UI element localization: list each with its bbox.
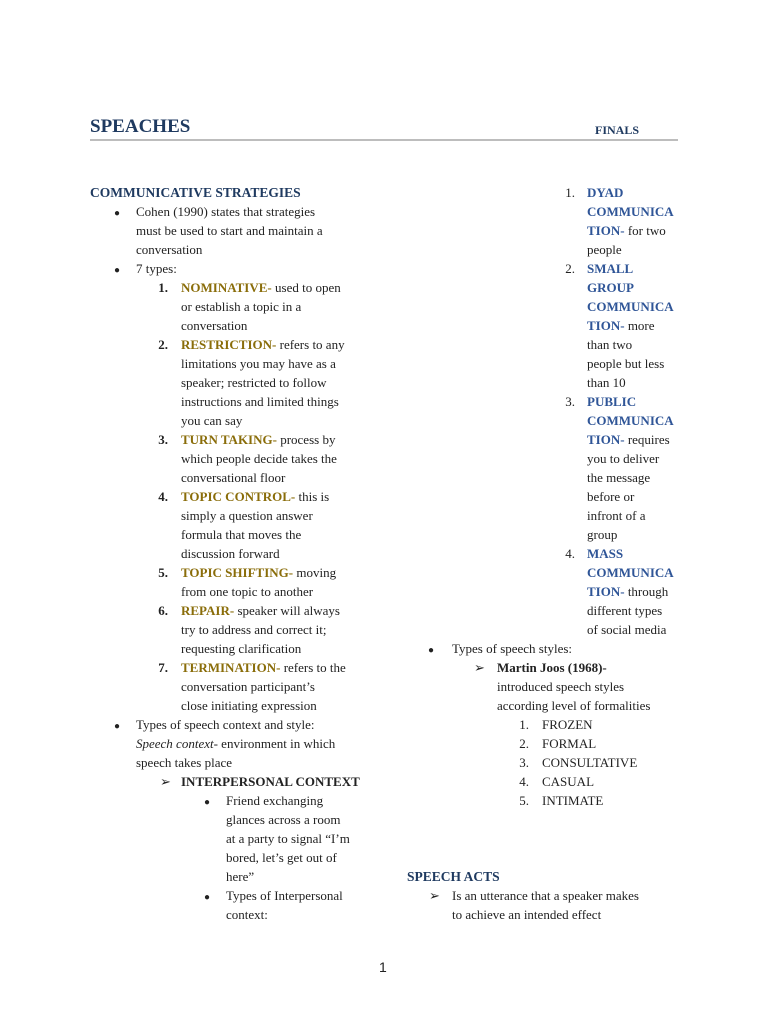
strategy-text: conversation participant’s (181, 679, 315, 694)
strategy-item (181, 487, 329, 506)
communication-type-text: requires (624, 432, 670, 447)
sub-bullet-text: context: (226, 907, 268, 922)
sub-bullet-text: Friend exchanging (226, 793, 324, 808)
speech-style-item: FORMAL (542, 736, 597, 751)
arrow-bullet: ➢ (474, 660, 485, 675)
communication-type-term: TION- (587, 223, 625, 238)
strategy-term: NOMINATIVE- (181, 280, 272, 295)
speech-acts-text: to achieve an intended effect (452, 907, 602, 922)
communication-type-text: the message (587, 470, 651, 485)
header-divider (90, 139, 678, 141)
bullet-text: 7 types: (136, 261, 177, 276)
speech-context-term: Speech context (136, 736, 214, 751)
strategy-item (181, 278, 341, 297)
strategy-term: TOPIC CONTROL- (181, 489, 296, 504)
sub-bullet-text: bored, let’s get out of (226, 850, 337, 865)
communication-type-text: people (587, 242, 622, 257)
strategy-text: limitations you may have as a (181, 356, 336, 371)
communication-type-text: of social media (587, 622, 667, 637)
communication-type-item (587, 582, 668, 601)
strategy-text: refers to any (276, 337, 345, 352)
strategy-text: or establish a topic in a (181, 299, 302, 314)
strategy-term: TOPIC SHIFTING- (181, 565, 294, 580)
strategy-text: formula that moves the (181, 527, 302, 542)
communication-type-item (587, 221, 666, 240)
communication-type-term: TION- (587, 584, 625, 599)
strategy-term: REPAIR- (181, 603, 235, 618)
communication-type-text: different types (587, 603, 663, 618)
strategy-term: RESTRICTION- (181, 337, 277, 352)
list-number: 2. (158, 337, 168, 352)
communication-type-term: COMMUNICA (587, 565, 674, 580)
list-number: 4. (565, 546, 575, 561)
list-number: 6. (158, 603, 168, 618)
bullet-text: conversation (136, 242, 203, 257)
communication-type-text: for two (624, 223, 666, 238)
list-number: 4. (519, 774, 529, 789)
communication-type-term: MASS (587, 546, 624, 561)
list-number: 5. (158, 565, 168, 580)
list-number: 1. (565, 185, 575, 200)
sub-bullet-text: Types of Interpersonal (226, 888, 343, 903)
communication-type-text: through (624, 584, 669, 599)
strategy-text: requesting clarification (181, 641, 302, 656)
list-number: 3. (158, 432, 168, 447)
communication-type-term: TION- (587, 432, 625, 447)
strategy-item (181, 563, 336, 582)
communication-type-text: than two (587, 337, 633, 352)
arrow-bullet: ➢ (429, 888, 440, 903)
page-number: 1 (379, 959, 387, 975)
bullet-dot: ● (114, 265, 121, 276)
communication-type-term: PUBLIC (587, 394, 637, 409)
list-number: 7. (158, 660, 168, 675)
communication-type-text: before or (587, 489, 635, 504)
communication-type-text: infront of a (587, 508, 646, 523)
bullet-dot: ● (114, 208, 121, 219)
bullet-text: Types of speech context and style: (136, 717, 315, 732)
communication-type-text: more (624, 318, 655, 333)
sub-bullet-text: here” (226, 869, 255, 884)
speech-style-item: INTIMATE (542, 793, 604, 808)
bullet-dot: ● (428, 645, 435, 656)
list-number: 1. (519, 717, 529, 732)
strategy-term: TERMINATION- (181, 660, 281, 675)
strategy-text: you can say (181, 413, 243, 428)
list-number: 3. (519, 755, 529, 770)
strategy-text: simply a question answer (181, 508, 313, 523)
strategy-text: which people decide takes the (181, 451, 337, 466)
list-number: 5. (519, 793, 529, 808)
communication-type-text: you to deliver (587, 451, 660, 466)
list-number: 3. (565, 394, 575, 409)
speech-context-definition (136, 734, 335, 753)
document-title: SPEACHES (90, 116, 191, 137)
strategy-text: refers to the (280, 660, 346, 675)
communication-type-term: DYAD (587, 185, 624, 200)
communication-type-text: people but less (587, 356, 665, 371)
communication-type-term: SMALL (587, 261, 634, 276)
section-heading-speech-acts: SPEECH ACTS (407, 869, 500, 884)
bullet-text: must be used to start and maintain a (136, 223, 323, 238)
strategy-text: discussion forward (181, 546, 280, 561)
list-number: 2. (565, 261, 575, 276)
strategy-text: instructions and limited things (181, 394, 339, 409)
strategy-term: TURN TAKING- (181, 432, 277, 447)
communication-type-item (587, 430, 670, 449)
sub-bullet-text: at a party to signal “I’m (226, 831, 350, 846)
joos-text: according level of formalities (497, 698, 651, 713)
interpersonal-context-label: INTERPERSONAL CONTEXT (181, 774, 360, 789)
strategy-item (181, 430, 335, 449)
communication-type-term: COMMUNICA (587, 413, 674, 428)
speech-style-item: CONSULTATIVE (542, 755, 638, 770)
finals-label: FINALS (595, 123, 640, 137)
communication-type-item (587, 316, 655, 335)
bullet-text: Types of speech styles: (452, 641, 573, 656)
bullet-text: Cohen (1990) states that strategies (136, 204, 316, 219)
list-number: 4. (158, 489, 168, 504)
communication-type-term: TION- (587, 318, 625, 333)
strategy-text: conversational floor (181, 470, 286, 485)
communication-type-text: than 10 (587, 375, 626, 390)
communication-type-term: GROUP (587, 280, 634, 295)
strategy-text: used to open (271, 280, 341, 295)
bullet-dot: ● (204, 892, 211, 903)
speech-style-item: FROZEN (542, 717, 593, 732)
strategy-text: conversation (181, 318, 248, 333)
bullet-dot: ● (114, 721, 121, 732)
strategy-item (181, 601, 340, 620)
list-number: 2. (519, 736, 529, 751)
section-heading-communicative-strategies: COMMUNICATIVE STRATEGIES (90, 185, 301, 200)
communication-type-term: COMMUNICA (587, 299, 674, 314)
strategy-item (181, 335, 345, 354)
communication-type-term: COMMUNICA (587, 204, 674, 219)
bullet-dot: ● (204, 797, 211, 808)
arrow-bullet: ➢ (160, 774, 171, 789)
strategy-item (181, 658, 346, 677)
speech-acts-text: Is an utterance that a speaker makes (452, 888, 639, 903)
martin-joos-label: Martin Joos (1968)- (497, 660, 607, 675)
strategy-text: from one topic to another (181, 584, 314, 599)
strategy-text: process by (276, 432, 336, 447)
speech-style-item: CASUAL (542, 774, 595, 789)
strategy-text: speaker; restricted to follow (181, 375, 327, 390)
list-number: 1. (158, 280, 168, 295)
strategy-text: speaker will always (234, 603, 340, 618)
speech-context-text: - environment in which (213, 736, 336, 751)
joos-text: introduced speech styles (497, 679, 625, 694)
sub-bullet-text: glances across a room (226, 812, 341, 827)
strategy-text: this is (295, 489, 330, 504)
strategy-text: try to address and correct it; (181, 622, 327, 637)
strategy-text: moving (293, 565, 337, 580)
bullet-text: speech takes place (136, 755, 233, 770)
communication-type-text: group (587, 527, 618, 542)
strategy-text: close initiating expression (181, 698, 317, 713)
